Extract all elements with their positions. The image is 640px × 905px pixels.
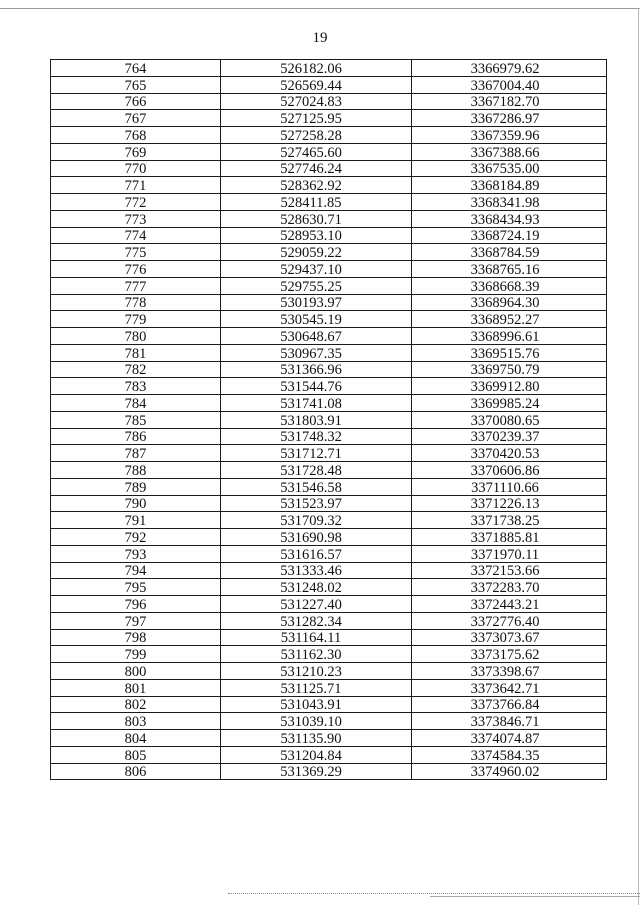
x-coordinate-cell: 528411.85: [221, 194, 412, 211]
point-number-cell: 799: [51, 646, 221, 663]
y-coordinate-cell: 3368996.61: [412, 328, 607, 345]
x-coordinate-cell: 528630.71: [221, 210, 412, 227]
x-coordinate-cell: 527024.83: [221, 93, 412, 110]
table-row: [51, 143, 607, 160]
point-number-cell: 805: [51, 746, 221, 763]
point-number-cell: 774: [51, 227, 221, 244]
y-coordinate-cell: 3374960.02: [412, 763, 607, 780]
point-number-cell: 773: [51, 210, 221, 227]
table-row: [51, 763, 607, 780]
point-number-cell: 766: [51, 93, 221, 110]
x-coordinate-cell: 531728.48: [221, 462, 412, 479]
table-row: [51, 110, 607, 127]
table-row: [51, 495, 607, 512]
table-row: [51, 746, 607, 763]
point-number-cell: 793: [51, 545, 221, 562]
point-number-cell: 768: [51, 127, 221, 144]
x-coordinate-cell: 530967.35: [221, 344, 412, 361]
x-coordinate-cell: 531712.71: [221, 445, 412, 462]
point-number-cell: 776: [51, 261, 221, 278]
table-row: [51, 445, 607, 462]
table-row: [51, 411, 607, 428]
table-row: [51, 244, 607, 261]
table-row: [51, 428, 607, 445]
x-coordinate-cell: 528362.92: [221, 177, 412, 194]
point-number-cell: 771: [51, 177, 221, 194]
point-number-cell: 795: [51, 579, 221, 596]
x-coordinate-cell: 531210.23: [221, 663, 412, 680]
x-coordinate-cell: 531369.29: [221, 763, 412, 780]
point-number-cell: 781: [51, 344, 221, 361]
x-coordinate-cell: 531135.90: [221, 730, 412, 747]
x-coordinate-cell: 527258.28: [221, 127, 412, 144]
table-row: [51, 562, 607, 579]
y-coordinate-cell: 3371885.81: [412, 529, 607, 546]
table-row: [51, 730, 607, 747]
y-coordinate-cell: 3367286.97: [412, 110, 607, 127]
table-row: [51, 328, 607, 345]
y-coordinate-cell: 3371970.11: [412, 545, 607, 562]
table-row: [51, 294, 607, 311]
point-number-cell: 779: [51, 311, 221, 328]
y-coordinate-cell: 3372283.70: [412, 579, 607, 596]
table-row: [51, 629, 607, 646]
x-coordinate-cell: 531741.08: [221, 395, 412, 412]
table-row: [51, 713, 607, 730]
table-row: [51, 60, 607, 77]
y-coordinate-cell: 3368184.89: [412, 177, 607, 194]
x-coordinate-cell: 529437.10: [221, 261, 412, 278]
table-row: [51, 361, 607, 378]
table-row: [51, 512, 607, 529]
table-row: [51, 663, 607, 680]
x-coordinate-cell: 530545.19: [221, 311, 412, 328]
point-number-cell: 806: [51, 763, 221, 780]
coordinates-table: [50, 59, 607, 780]
table-row: [51, 612, 607, 629]
table-row: [51, 545, 607, 562]
y-coordinate-cell: 3368724.19: [412, 227, 607, 244]
point-number-cell: 788: [51, 462, 221, 479]
table-row: [51, 311, 607, 328]
y-coordinate-cell: 3373175.62: [412, 646, 607, 663]
point-number-cell: 782: [51, 361, 221, 378]
x-coordinate-cell: 526182.06: [221, 60, 412, 77]
table-row: [51, 277, 607, 294]
y-coordinate-cell: 3373073.67: [412, 629, 607, 646]
table-row: [51, 344, 607, 361]
y-coordinate-cell: 3374074.87: [412, 730, 607, 747]
x-coordinate-cell: 531546.58: [221, 478, 412, 495]
point-number-cell: 802: [51, 696, 221, 713]
y-coordinate-cell: 3367388.66: [412, 143, 607, 160]
scan-right-edge: [638, 8, 639, 905]
y-coordinate-cell: 3368765.16: [412, 261, 607, 278]
x-coordinate-cell: 531039.10: [221, 713, 412, 730]
x-coordinate-cell: 531544.76: [221, 378, 412, 395]
point-number-cell: 764: [51, 60, 221, 77]
point-number-cell: 791: [51, 512, 221, 529]
point-number-cell: 796: [51, 596, 221, 613]
y-coordinate-cell: 3368434.93: [412, 210, 607, 227]
x-coordinate-cell: 531523.97: [221, 495, 412, 512]
point-number-cell: 800: [51, 663, 221, 680]
y-coordinate-cell: 3368784.59: [412, 244, 607, 261]
y-coordinate-cell: 3371110.66: [412, 478, 607, 495]
x-coordinate-cell: 531803.91: [221, 411, 412, 428]
x-coordinate-cell: 531227.40: [221, 596, 412, 613]
x-coordinate-cell: 531282.34: [221, 612, 412, 629]
y-coordinate-cell: 3368668.39: [412, 277, 607, 294]
table-row: [51, 93, 607, 110]
x-coordinate-cell: 529059.22: [221, 244, 412, 261]
x-coordinate-cell: 531616.57: [221, 545, 412, 562]
x-coordinate-cell: 531164.11: [221, 629, 412, 646]
table-row: [51, 462, 607, 479]
point-number-cell: 790: [51, 495, 221, 512]
table-row: [51, 696, 607, 713]
x-coordinate-cell: 530648.67: [221, 328, 412, 345]
y-coordinate-cell: 3369515.76: [412, 344, 607, 361]
table-row: [51, 227, 607, 244]
x-coordinate-cell: 531748.32: [221, 428, 412, 445]
y-coordinate-cell: 3374584.35: [412, 746, 607, 763]
table-row: [51, 160, 607, 177]
table-row: [51, 127, 607, 144]
x-coordinate-cell: 529755.25: [221, 277, 412, 294]
point-number-cell: 803: [51, 713, 221, 730]
point-number-cell: 794: [51, 562, 221, 579]
point-number-cell: 789: [51, 478, 221, 495]
point-number-cell: 804: [51, 730, 221, 747]
y-coordinate-cell: 3369750.79: [412, 361, 607, 378]
table-row: [51, 529, 607, 546]
point-number-cell: 786: [51, 428, 221, 445]
page-number: 19: [312, 30, 328, 46]
point-number-cell: 770: [51, 160, 221, 177]
x-coordinate-cell: 531162.30: [221, 646, 412, 663]
y-coordinate-cell: 3373766.84: [412, 696, 607, 713]
y-coordinate-cell: 3370080.65: [412, 411, 607, 428]
y-coordinate-cell: 3367182.70: [412, 93, 607, 110]
table-row: [51, 395, 607, 412]
point-number-cell: 783: [51, 378, 221, 395]
y-coordinate-cell: 3372776.40: [412, 612, 607, 629]
point-number-cell: 784: [51, 395, 221, 412]
x-coordinate-cell: 531690.98: [221, 529, 412, 546]
point-number-cell: 769: [51, 143, 221, 160]
y-coordinate-cell: 3366979.62: [412, 60, 607, 77]
x-coordinate-cell: 531333.46: [221, 562, 412, 579]
y-coordinate-cell: 3367535.00: [412, 160, 607, 177]
table-row: [51, 210, 607, 227]
x-coordinate-cell: 531043.91: [221, 696, 412, 713]
x-coordinate-cell: 527125.95: [221, 110, 412, 127]
coordinates-table-body: [51, 60, 607, 780]
x-coordinate-cell: 530193.97: [221, 294, 412, 311]
y-coordinate-cell: 3368964.30: [412, 294, 607, 311]
y-coordinate-cell: 3373398.67: [412, 663, 607, 680]
point-number-cell: 792: [51, 529, 221, 546]
scan-top-border: [0, 8, 640, 9]
y-coordinate-cell: 3373846.71: [412, 713, 607, 730]
y-coordinate-cell: 3372443.21: [412, 596, 607, 613]
table-row: [51, 194, 607, 211]
table-row: [51, 177, 607, 194]
scan-bottom-artifact: [228, 893, 640, 894]
y-coordinate-cell: 3373642.71: [412, 679, 607, 696]
y-coordinate-cell: 3369912.80: [412, 378, 607, 395]
point-number-cell: 778: [51, 294, 221, 311]
x-coordinate-cell: 531366.96: [221, 361, 412, 378]
point-number-cell: 797: [51, 612, 221, 629]
point-number-cell: 777: [51, 277, 221, 294]
y-coordinate-cell: 3370420.53: [412, 445, 607, 462]
y-coordinate-cell: 3367004.40: [412, 76, 607, 93]
point-number-cell: 767: [51, 110, 221, 127]
point-number-cell: 785: [51, 411, 221, 428]
y-coordinate-cell: 3371738.25: [412, 512, 607, 529]
point-number-cell: 775: [51, 244, 221, 261]
point-number-cell: 765: [51, 76, 221, 93]
point-number-cell: 787: [51, 445, 221, 462]
table-row: [51, 261, 607, 278]
y-coordinate-cell: 3368952.27: [412, 311, 607, 328]
point-number-cell: 798: [51, 629, 221, 646]
x-coordinate-cell: 528953.10: [221, 227, 412, 244]
table-row: [51, 579, 607, 596]
y-coordinate-cell: 3372153.66: [412, 562, 607, 579]
y-coordinate-cell: 3368341.98: [412, 194, 607, 211]
table-row: [51, 378, 607, 395]
y-coordinate-cell: 3370239.37: [412, 428, 607, 445]
table-row: [51, 646, 607, 663]
table-row: [51, 478, 607, 495]
table-row: [51, 76, 607, 93]
y-coordinate-cell: 3370606.86: [412, 462, 607, 479]
y-coordinate-cell: 3369985.24: [412, 395, 607, 412]
point-number-cell: 780: [51, 328, 221, 345]
x-coordinate-cell: 531248.02: [221, 579, 412, 596]
y-coordinate-cell: 3367359.96: [412, 127, 607, 144]
x-coordinate-cell: 531709.32: [221, 512, 412, 529]
x-coordinate-cell: 527746.24: [221, 160, 412, 177]
point-number-cell: 772: [51, 194, 221, 211]
x-coordinate-cell: 527465.60: [221, 143, 412, 160]
x-coordinate-cell: 531125.71: [221, 679, 412, 696]
scan-bottom-line: [430, 896, 640, 897]
table-row: [51, 679, 607, 696]
point-number-cell: 801: [51, 679, 221, 696]
table-row: [51, 596, 607, 613]
x-coordinate-cell: 526569.44: [221, 76, 412, 93]
y-coordinate-cell: 3371226.13: [412, 495, 607, 512]
x-coordinate-cell: 531204.84: [221, 746, 412, 763]
